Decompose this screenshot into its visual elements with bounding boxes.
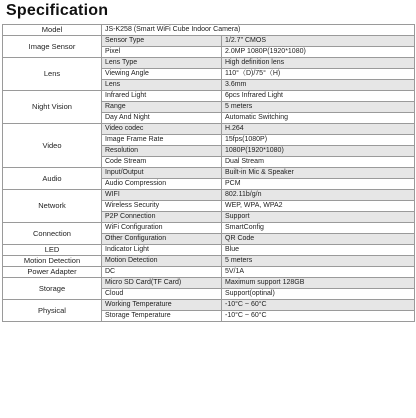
table-row	[3, 300, 415, 311]
spec-value-cell: SmartConfig	[222, 223, 415, 234]
spec-label-cell: WIFI	[102, 190, 222, 201]
specification-table	[2, 24, 415, 322]
spec-label-cell: Audio Compression	[102, 179, 222, 190]
table-row	[3, 190, 415, 201]
model-value-cell: JS-K258 (Smart WiFi Cube Indoor Camera)	[102, 25, 415, 36]
spec-value-cell: Support	[222, 212, 415, 223]
category-cell: Night Vision	[3, 91, 102, 124]
spec-label-cell: Storage Temperature	[102, 311, 222, 322]
spec-label-cell: WiFi Configuration	[102, 223, 222, 234]
spec-label-cell: Image Frame Rate	[102, 135, 222, 146]
spec-value-cell: 1/2.7" CMOS	[222, 36, 415, 47]
category-cell: Image Sensor	[3, 36, 102, 58]
spec-label-cell: Viewing Angle	[102, 69, 222, 80]
spec-label-cell: Resolution	[102, 146, 222, 157]
spec-value-cell: High definition lens	[222, 58, 415, 69]
spec-value-cell: Automatic Switching	[222, 113, 415, 124]
spec-value-cell: -10°C ~ 60°C	[222, 300, 415, 311]
table-row	[3, 223, 415, 234]
table-row	[3, 245, 415, 256]
spec-value-cell: 15fps(1080P)	[222, 135, 415, 146]
spec-value-cell: Support(optinal)	[222, 289, 415, 300]
spec-value-cell: Built-in Mic & Speaker	[222, 168, 415, 179]
table-row	[3, 278, 415, 289]
table-row	[3, 168, 415, 179]
category-cell: Video	[3, 124, 102, 168]
spec-label-cell: DC	[102, 267, 222, 278]
spec-label-cell: Infrared Light	[102, 91, 222, 102]
category-cell: Audio	[3, 168, 102, 190]
category-cell: Model	[3, 25, 102, 36]
spec-value-cell: Blue	[222, 245, 415, 256]
spec-label-cell: Indicator Light	[102, 245, 222, 256]
spec-label-cell: P2P Connection	[102, 212, 222, 223]
spec-value-cell: WEP, WPA, WPA2	[222, 201, 415, 212]
spec-value-cell: 1080P(1920*1080)	[222, 146, 415, 157]
spec-label-cell: Working Temperature	[102, 300, 222, 311]
spec-label-cell: Cloud	[102, 289, 222, 300]
spec-label-cell: Lens Type	[102, 58, 222, 69]
specification-table-body	[3, 25, 415, 322]
table-row	[3, 58, 415, 69]
spec-value-cell: 5 meters	[222, 102, 415, 113]
category-cell: Storage	[3, 278, 102, 300]
category-cell: Motion Detection	[3, 256, 102, 267]
spec-label-cell: Motion Detection	[102, 256, 222, 267]
category-cell: Connection	[3, 223, 102, 245]
spec-label-cell: Other Configuration	[102, 234, 222, 245]
spec-value-cell: Dual Stream	[222, 157, 415, 168]
spec-label-cell: Code Stream	[102, 157, 222, 168]
table-row	[3, 25, 415, 36]
spec-value-cell: 3.6mm	[222, 80, 415, 91]
spec-value-cell: QR Code	[222, 234, 415, 245]
spec-value-cell: -10°C ~ 60°C	[222, 311, 415, 322]
category-cell: Power Adapter	[3, 267, 102, 278]
category-cell: LED	[3, 245, 102, 256]
table-row	[3, 267, 415, 278]
table-row	[3, 91, 415, 102]
spec-label-cell: Input/Output	[102, 168, 222, 179]
spec-label-cell: Lens	[102, 80, 222, 91]
spec-label-cell: Pixel	[102, 47, 222, 58]
spec-label-cell: Range	[102, 102, 222, 113]
spec-value-cell: H.264	[222, 124, 415, 135]
spec-value-cell: 6pcs Infrared Light	[222, 91, 415, 102]
spec-label-cell: Day And Night	[102, 113, 222, 124]
spec-label-cell: Wireless Security	[102, 201, 222, 212]
spec-value-cell: 110°（D)/75°（H)	[222, 69, 415, 80]
category-cell: Lens	[3, 58, 102, 91]
spec-label-cell: Sensor Type	[102, 36, 222, 47]
spec-value-cell: Maximum support 128GB	[222, 278, 415, 289]
spec-value-cell: 2.0MP 1080P(1920*1080)	[222, 47, 415, 58]
spec-value-cell: 5V/1A	[222, 267, 415, 278]
table-row	[3, 256, 415, 267]
spec-label-cell: Micro SD Card(TF Card)	[102, 278, 222, 289]
spec-label-cell: Video codec	[102, 124, 222, 135]
spec-value-cell: PCM	[222, 179, 415, 190]
table-row	[3, 36, 415, 47]
spec-value-cell: 802.11b/g/n	[222, 190, 415, 201]
table-row	[3, 124, 415, 135]
page-title: Specification	[6, 2, 109, 19]
spec-value-cell: 5 meters	[222, 256, 415, 267]
category-cell: Physical	[3, 300, 102, 322]
category-cell: Network	[3, 190, 102, 223]
